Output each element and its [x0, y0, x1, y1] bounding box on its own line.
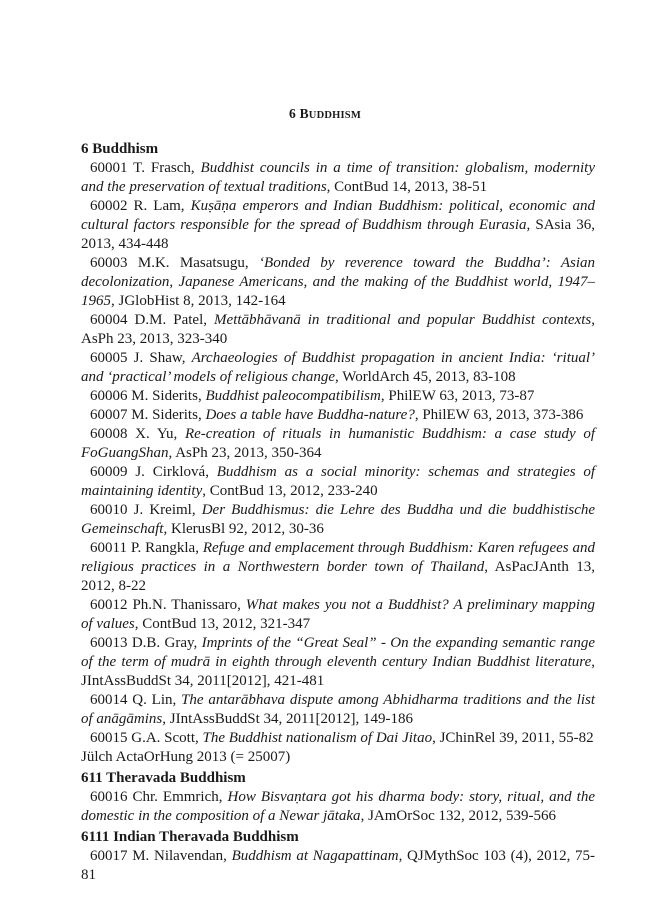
entry-author: Q. Lin: [132, 692, 173, 708]
entry-id: 60003: [90, 255, 128, 271]
entry-ref: JAmOrSoc 132, 2012, 539-566: [368, 808, 556, 824]
entry-id: 60002: [90, 198, 128, 214]
bib-entry: 60007 M. Siderits, Does a table have Buddha-nature?, PhilEW 63, 2013, 373-386: [90, 407, 584, 423]
entry-ref: ContBud 14, 2013, 38-51: [334, 179, 488, 195]
entry-author: M.K. Masatsugu: [137, 255, 245, 271]
bib-entry: 60012 Ph.N. Thanissaro, What makes you not a Buddhist? A preliminary mapping of values, ContBud 13, 2012, 321-347: [81, 597, 595, 632]
entry-title: Der Buddhismus: die Lehre des Buddha und die buddhistische Gemeinschaft: [81, 502, 596, 537]
bib-entry: 60002 R. Lam, Kuṣāṇa emperors and Indian Buddhism: political, economic and cultural factors responsible for the spread of Buddhism through Eurasia, SAsia 36, 2013, 434-448: [81, 198, 596, 252]
entry-author: D.M. Patel: [134, 312, 204, 328]
entry-ref: QJMythSoc 103 (4), 2012, 75-81: [81, 848, 596, 883]
entry-author: J. Shaw: [133, 350, 182, 366]
chapter-title-smallcaps: UDDHISM: [308, 110, 361, 121]
entry-title: Archaeologies of Buddhist propagation in ancient India: ‘ritual’ and ‘practical’ models of religious change: [81, 350, 596, 385]
entry-ref: JChinRel 39, 2011, 55-82: [439, 730, 594, 746]
entry-ref: SAsia 36, 2013, 434-448: [81, 217, 596, 252]
entry-author: Chr. Emmrich: [132, 789, 219, 805]
bib-entry: 60001 T. Frasch, Buddhist councils in a time of transition: globalism, modernity and the preservation of textual traditions, ContBud 14, 2013, 38-51: [81, 160, 595, 195]
entry-title: Buddhist paleocompatibilism: [205, 388, 381, 404]
entry-id: 60011: [90, 540, 127, 556]
entry-title: Mettābhāvanā in traditional and popular Buddhist contexts: [214, 312, 592, 328]
bib-entry: 60005 J. Shaw, Archaeologies of Buddhist propagation in ancient India: ‘ritual’ and ‘practical’ models of religious change, WorldArch 45, 2013, 83-108: [81, 350, 596, 385]
entry-ref: PhilEW 63, 2013, 73-87: [388, 388, 535, 404]
entry-ref: AsPh 23, 2013, 323-340: [81, 331, 228, 347]
bib-entry: 60003 M.K. Masatsugu, ‘Bonded by reverence toward the Buddha’: Asian decolonization, Japanese Americans, and the making of the Buddhist world, 1947–1965, JGlobHist 8, 2013, 142-164: [81, 255, 596, 309]
entry-id: 60013: [90, 635, 128, 651]
entry-ref: WorldArch 45, 2013, 83-108: [342, 369, 516, 385]
entry-title: Kuṣāṇa emperors and Indian Buddhism: political, economic and cultural factors responsible for the spread of Buddhism through Eurasia: [81, 198, 596, 233]
chapter-number: 6: [289, 106, 296, 121]
entry-title: The antarābhava dispute among Abhidharma traditions and the list of anāgāmins: [81, 692, 595, 727]
entry-id: 60017: [90, 848, 128, 864]
bib-entry: 60009 J. Cirklová, Buddhism as a social minority: schemas and strategies of maintaining identity, ContBud 13, 2012, 233-240: [81, 464, 595, 499]
bib-entry: 60017 M. Nilavendan, Buddhism at Nagapattinam, QJMythSoc 103 (4), 2012, 75-81: [81, 848, 596, 883]
entry-title: ‘Bonded by reverence toward the Buddha’: Asian decolonization, Japanese Americans, and the making of the Buddhist world, 1947–1965: [81, 255, 596, 309]
entry-id: 60015: [90, 730, 128, 746]
entry-author: T. Frasch: [133, 160, 191, 176]
entry-id: 60005: [90, 350, 128, 366]
entry-title: Imprints of the “Great Seal” - On the expanding semantic range of the term of mudrā in eighth through eleventh century Indian Buddhist literature: [81, 635, 596, 670]
bib-entry: 60011 P. Rangkla, Refuge and emplacement through Buddhism: Karen refugees and religious practices in a Northwestern border town of Thailand, AsPacJAnth 13, 2012, 8-22: [81, 540, 596, 594]
section-heading: 6 Buddhism: [81, 141, 159, 157]
entry-author: G.A. Scott: [131, 730, 195, 746]
entry-id: 60014: [90, 692, 128, 708]
section-heading: 6111 Indian Theravada Buddhism: [81, 829, 299, 845]
entry-author: R. Lam: [133, 198, 181, 214]
entry-ref: AsPacJAnth 13, 2012, 8-22: [81, 559, 595, 594]
entry-id: 60004: [90, 312, 128, 328]
bibliography-content: [81, 140, 595, 885]
cross-reference-note: Jülch ActaOrHung 2013 (= 25007): [81, 749, 291, 765]
entry-title: How Bisvaṇtara got his dharma body: story, ritual, and the domestic in the composition of a Newar jātaka: [81, 789, 595, 824]
entry-id: 60001: [90, 160, 128, 176]
section-heading: 611 Theravada Buddhism: [81, 770, 246, 786]
entry-title: Buddhism as a social minority: schemas and strategies of maintaining identity: [81, 464, 595, 499]
bib-entry: 60010 J. Kreiml, Der Buddhismus: die Lehre des Buddha und die buddhistische Gemeinschaft, KlerusBl 92, 2012, 30-36: [81, 502, 596, 537]
entry-ref: PhilEW 63, 2013, 373-386: [422, 407, 584, 423]
entry-id: 60016: [90, 789, 128, 805]
entry-ref: JIntAssBuddSt 34, 2011[2012], 421-481: [81, 673, 325, 689]
entry-ref: JGlobHist 8, 2013, 142-164: [118, 293, 286, 309]
entry-author: M. Siderits: [131, 407, 198, 423]
bib-entry: 60004 D.M. Patel, Mettābhāvanā in traditional and popular Buddhist contexts, AsPh 23, 2013, 323-340: [81, 312, 595, 347]
entry-author: M. Siderits: [131, 388, 198, 404]
entry-title: Re-creation of rituals in humanistic Buddhism: a case study of FoGuangShan: [81, 426, 596, 461]
bib-entry: 60015 G.A. Scott, The Buddhist nationalism of Dai Jitao, JChinRel 39, 2011, 55-82: [90, 730, 594, 746]
entry-title: The Buddhist nationalism of Dai Jitao: [202, 730, 433, 746]
page-title: [0, 106, 650, 122]
bib-entry: 60013 D.B. Gray, Imprints of the “Great Seal” - On the expanding semantic range of the term of mudrā in eighth through eleventh century Indian Buddhist literature, JIntAssBuddSt 34, 2011[2012], 421-481: [81, 635, 596, 689]
bib-entry: 60016 Chr. Emmrich, How Bisvaṇtara got his dharma body: story, ritual, and the domestic in the composition of a Newar jātaka, JAmOrSoc 132, 2012, 539-566: [81, 789, 595, 824]
entry-title: Buddhism at Nagapattinam: [231, 848, 399, 864]
entry-title: What makes you not a Buddhist? A preliminary mapping of values: [81, 597, 595, 632]
entry-id: 60006: [90, 388, 128, 404]
entry-title: Does a table have Buddha-nature?: [205, 407, 415, 423]
bib-entry: 60014 Q. Lin, The antarābhava dispute among Abhidharma traditions and the list of anāgāmins, JIntAssBuddSt 34, 2011[2012], 149-186: [81, 692, 595, 727]
entry-ref: ContBud 13, 2012, 233-240: [209, 483, 378, 499]
entry-ref: AsPh 23, 2013, 350-364: [175, 445, 322, 461]
entry-author: Ph.N. Thanissaro: [132, 597, 238, 613]
entry-author: D.B. Gray: [131, 635, 194, 651]
entry-author: J. Cirklová: [135, 464, 206, 480]
bib-entry: 60006 M. Siderits, Buddhist paleocompatibilism, PhilEW 63, 2013, 73-87: [90, 388, 535, 404]
entry-id: 60010: [90, 502, 128, 518]
entry-author: P. Rangkla: [130, 540, 196, 556]
entry-title: Refuge and emplacement through Buddhism: Karen refugees and religious practices in a Northwestern border town of Thailand: [81, 540, 596, 575]
entry-ref: KlerusBl 92, 2012, 30-36: [170, 521, 324, 537]
entry-ref: ContBud 13, 2012, 321-347: [142, 616, 311, 632]
entry-id: 60008: [90, 426, 128, 442]
entry-id: 60012: [90, 597, 128, 613]
entry-author: J. Kreiml: [133, 502, 192, 518]
entry-ref: JIntAssBuddSt 34, 2011[2012], 149-186: [169, 711, 413, 727]
chapter-title-initial: B: [299, 106, 309, 121]
entry-id: 60009: [90, 464, 128, 480]
bib-entry: 60008 X. Yu, Re-creation of rituals in humanistic Buddhism: a case study of FoGuangShan, AsPh 23, 2013, 350-364: [81, 426, 596, 461]
entry-title: Buddhist councils in a time of transition: globalism, modernity and the preservation of textual traditions: [81, 160, 595, 195]
entry-author: X. Yu: [135, 426, 174, 442]
entry-author: M. Nilavendan: [132, 848, 224, 864]
entry-id: 60007: [90, 407, 128, 423]
